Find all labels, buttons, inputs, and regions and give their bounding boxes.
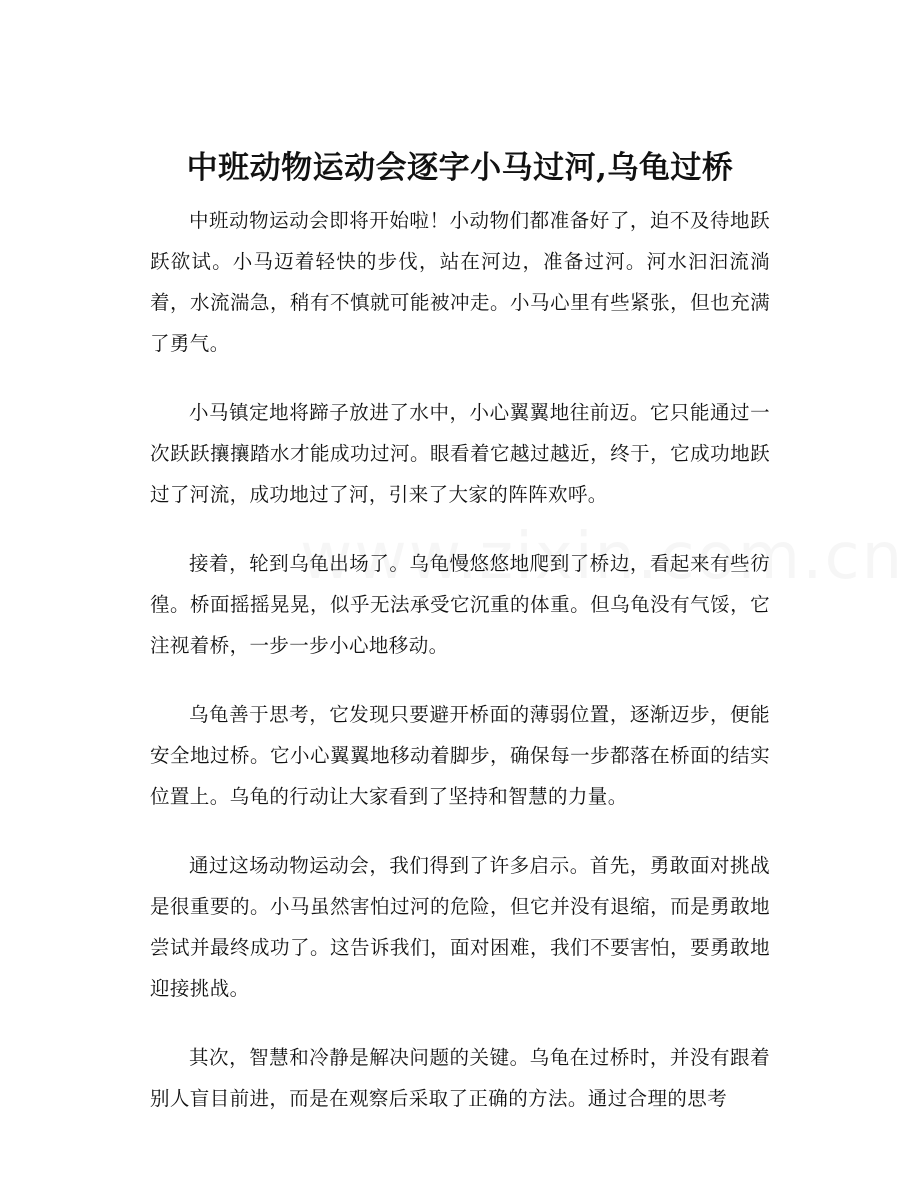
paragraph-1: 中班动物运动会即将开始啦！小动物们都准备好了，迫不及待地跃跃欲试。小马迈着轻快的步伐，站在河边，准备过河。河水汩汩流淌着，水流湍急，稍有不慎就可能被冲走。小马心里有些紧张，但也充满了勇气。 [150, 209, 770, 355]
document-body [150, 200, 770, 1119]
paragraph-2: 小马镇定地将蹄子放进了水中，小心翼翼地往前迈。它只能通过一次跃跃攘攘踏水才能成功过河。眼看着它越过越近，终于，它成功地跃过了河流，成功地过了河，引来了大家的阵阵欢呼。 [150, 401, 770, 506]
paragraph-6: 其次，智慧和冷静是解决问题的关键。乌龟在过桥时，并没有跟着别人盲目前进，而是在观察后采取了正确的方法。通过合理的思考 [150, 1046, 770, 1110]
paragraph-5: 通过这场动物运动会，我们得到了许多启示。首先，勇敢面对挑战是很重要的。小马虽然害怕过河的危险，但它并没有退缩，而是勇敢地尝试并最终成功了。这告诉我们，面对困难，我们不要害怕，要勇敢地迎接挑战。 [150, 854, 770, 1000]
paragraph-4: 乌龟善于思考，它发现只要避开桥面的薄弱位置，逐渐迈步，便能安全地过桥。它小心翼翼地移动着脚步，确保每一步都落在桥面的结实位置上。乌龟的行动让大家看到了坚持和智慧的力量。 [150, 703, 770, 808]
document-title: 中班动物运动会逐字小马过河,乌龟过桥 [186, 150, 734, 186]
paragraph-3: 接着，轮到乌龟出场了。乌龟慢悠悠地爬到了桥边，看起来有些彷徨。桥面摇摇晃晃，似乎无法承受它沉重的体重。但乌龟没有气馁，它注视着桥，一步一步小心地移动。 [150, 552, 770, 657]
